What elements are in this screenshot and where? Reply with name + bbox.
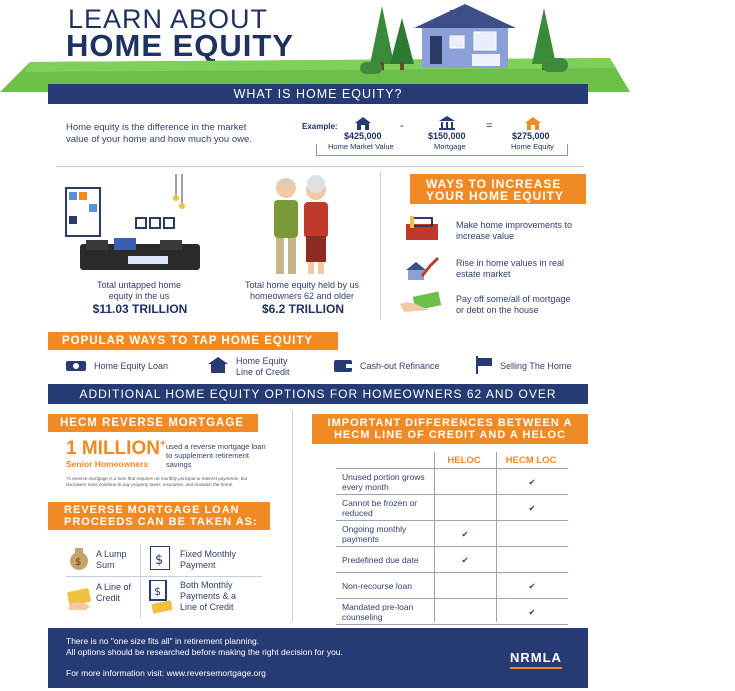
hecm-check xyxy=(496,521,568,547)
market-label: Home Market Value xyxy=(328,142,394,151)
held-text: Total home equity held by us homeowners 62 and older xyxy=(244,280,360,301)
nrmla-logo-text: NRMLA xyxy=(510,650,562,665)
popular-item-2: Home Equity Line of Credit xyxy=(236,356,290,377)
divider xyxy=(56,166,584,167)
title-line1: LEARN ABOUT xyxy=(68,4,269,34)
million-plus: + xyxy=(159,438,166,450)
option-line-of-credit: A Line of Credit xyxy=(96,582,132,603)
house-icon xyxy=(354,116,372,130)
popular-item-4: Selling The Home xyxy=(500,361,572,371)
sale-sign-icon xyxy=(474,356,492,374)
comparison-table-body xyxy=(336,469,568,625)
vertical-divider xyxy=(380,172,381,320)
popular-item-1: Home Equity Loan xyxy=(94,361,169,371)
ways-banner xyxy=(410,174,586,204)
comparison-row-label: Ongoing monthly payments xyxy=(336,521,434,547)
comparison-row xyxy=(336,495,568,521)
hecm-check: ✔ xyxy=(496,469,568,495)
wallet-icon xyxy=(334,358,352,372)
proceeds-banner xyxy=(48,502,270,530)
table-col-line-2 xyxy=(496,452,497,622)
cash-icon xyxy=(66,360,86,372)
living-room-illustration xyxy=(64,174,204,274)
heloc-check xyxy=(434,573,496,599)
hecm-check: ✔ xyxy=(496,495,568,521)
mortgage-value: $150,000 xyxy=(428,131,466,141)
both-options-icon xyxy=(146,580,176,616)
credit-card-icon xyxy=(66,588,94,610)
held-value: $6.2 TRILLION xyxy=(261,302,344,316)
ways-item-1: Make home improvements to increase value xyxy=(456,220,573,241)
equals-sign: = xyxy=(486,120,493,132)
comparison-row xyxy=(336,521,568,547)
svg-text:$: $ xyxy=(75,557,82,568)
option-fixed-monthly: Fixed Monthly Payment xyxy=(180,549,237,570)
what-is-banner: WHAT IS HOME EQUITY? xyxy=(48,84,588,104)
col-heloc-header: HELOC xyxy=(447,455,481,466)
differences-line1: IMPORTANT DIFFERENCES BETWEEN A xyxy=(327,417,573,429)
differences-banner xyxy=(312,414,588,444)
ways-banner-line2: YOUR HOME EQUITY xyxy=(426,189,565,203)
footer xyxy=(48,628,588,688)
footnote: *A reverse mortgage is a loan that requires no monthly principal or interest payments, but borrowers must continue to pay property taxes, insurance, and maintain the home. xyxy=(66,476,248,487)
popular-banner: POPULAR WAYS TO TAP HOME EQUITY xyxy=(48,332,338,350)
senior-couple-illustration xyxy=(266,174,336,278)
proceeds-line1: REVERSE MORTGAGE LOAN xyxy=(64,504,240,516)
additional-banner: ADDITIONAL HOME EQUITY OPTIONS FOR HOMEOWNERS 62 AND OVER xyxy=(48,384,588,404)
heloc-check xyxy=(434,469,496,495)
option-both: Both Monthly Payments & a Line of Credit xyxy=(180,580,237,612)
comparison-row-label: Predefined due date xyxy=(336,547,434,573)
heloc-check: ✔ xyxy=(434,547,496,573)
senior-homeowners: Senior Homeowners xyxy=(66,459,149,469)
nrmla-logo xyxy=(510,650,574,676)
minus-sign: - xyxy=(400,120,404,132)
ways-item-2: Rise in home values in real estate market xyxy=(456,258,565,279)
comparison-row xyxy=(336,469,568,495)
hecm-banner: HECM REVERSE MORTGAGE xyxy=(48,414,258,432)
untapped-text: Total untapped home equity in the us xyxy=(96,280,182,301)
equity-house-icon xyxy=(524,116,542,130)
comparison-row-label: Mandated pre-loan counseling xyxy=(336,599,434,625)
header xyxy=(0,0,735,92)
proceeds-grid-v xyxy=(140,544,141,618)
proceeds-grid-h xyxy=(66,576,262,577)
more-info-link[interactable]: For more information visit: www.reversemortgage.org xyxy=(66,668,266,678)
heloc-check xyxy=(434,495,496,521)
million-value xyxy=(66,438,166,460)
toolbox-icon xyxy=(404,214,440,242)
money-bag-icon xyxy=(68,546,90,570)
bush-right xyxy=(542,58,568,72)
cash-hand-icon xyxy=(400,290,446,314)
house-illustration xyxy=(410,2,520,70)
equity-value: $275,000 xyxy=(512,131,550,141)
popular-item-3: Cash-out Refinance xyxy=(360,361,440,371)
equity-label: Home Equity xyxy=(511,142,554,151)
ways-item-3: Pay off some/all of mortgage or debt on the house xyxy=(456,294,571,315)
example-label: Example: xyxy=(302,122,338,131)
vertical-divider-2 xyxy=(292,410,293,622)
footer-line1: There is no "one size fits all" in retirement planning. xyxy=(66,636,260,646)
col-hecm-header: HECM LOC xyxy=(505,455,557,466)
market-value: $425,000 xyxy=(344,131,382,141)
svg-text:$: $ xyxy=(154,585,161,598)
heloc-check xyxy=(434,599,496,625)
svg-text:$: $ xyxy=(155,553,164,568)
bush-left xyxy=(360,62,382,74)
comparison-row-label: Unused portion grows every month xyxy=(336,469,434,495)
monthly-check-icon xyxy=(150,546,170,570)
million-number: 1 MILLION xyxy=(66,438,160,459)
heloc-check: ✔ xyxy=(434,521,496,547)
comparison-row xyxy=(336,573,568,599)
rising-home-icon xyxy=(404,254,440,282)
comparison-row xyxy=(336,547,568,573)
hecm-check xyxy=(496,547,568,573)
comparison-row-label: Non-recourse loan xyxy=(336,573,434,599)
hecm-check: ✔ xyxy=(496,599,568,625)
mortgage-label: Mortgage xyxy=(434,142,466,151)
ways-banner-line1: WAYS TO INCREASE xyxy=(426,177,562,191)
comparison-row-label: Cannot be frozen or reduced xyxy=(336,495,434,521)
title-line2: HOME EQUITY xyxy=(66,28,295,63)
home-credit-icon xyxy=(208,356,228,374)
example-box xyxy=(296,114,572,158)
proceeds-line2: PROCEEDS CAN BE TAKEN AS: xyxy=(64,516,258,528)
used-text: used a reverse mortgage loan to supplement retirement savings xyxy=(166,442,266,469)
table-col-line-1 xyxy=(434,452,435,622)
bank-icon xyxy=(439,116,455,130)
comparison-row xyxy=(336,599,568,625)
nrmla-logo-underline xyxy=(510,667,562,669)
comparison-table xyxy=(336,468,568,625)
hecm-check: ✔ xyxy=(496,573,568,599)
option-lump-sum: A Lump Sum xyxy=(96,549,127,570)
footer-line2: All options should be researched before making the right decision for you. xyxy=(66,647,343,657)
definition-text: Home equity is the difference in the market value of your home and how much you owe. xyxy=(66,122,252,145)
differences-line2: HECM LINE OF CREDIT AND A HELOC xyxy=(333,429,567,441)
untapped-value: $11.03 TRILLION xyxy=(92,302,188,316)
